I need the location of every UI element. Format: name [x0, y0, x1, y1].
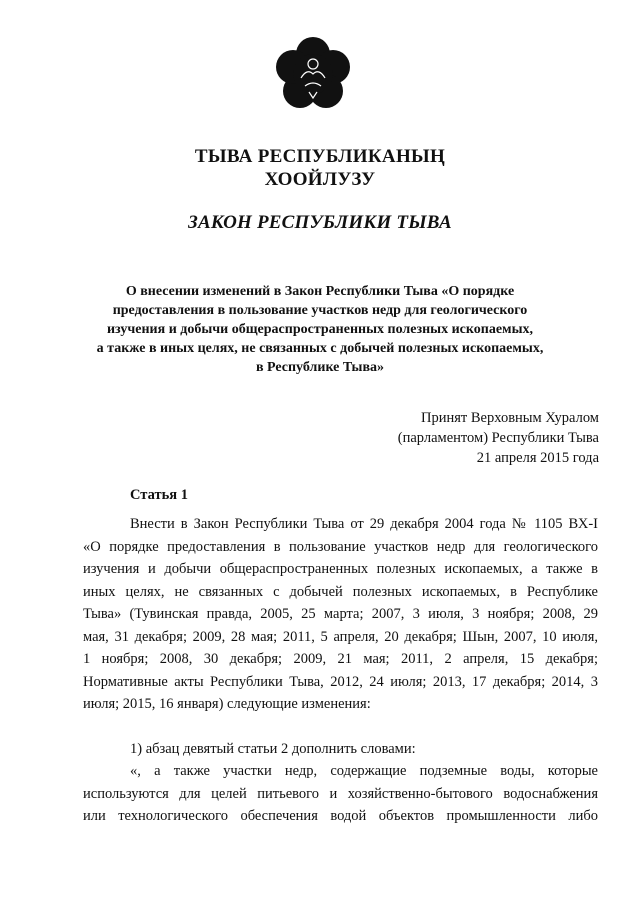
- quote-line: используются для целей питьевого и хозяйственно-бытового водоснабжения: [83, 785, 598, 802]
- subject-line: изучения и добычи общераспространенных полезных ископаемых,: [106, 322, 533, 337]
- adoption-block: [398, 408, 599, 468]
- article-paragraph: [83, 513, 598, 716]
- quote-line: «, а также участки недр, содержащие подземные воды, которые: [130, 763, 598, 779]
- subject-line: предоставления в пользование участков недр для геологического: [112, 303, 528, 318]
- quote-paragraph: [83, 760, 598, 828]
- adoption-line: (парламентом) Республики Тыва: [397, 430, 599, 446]
- subject-line: а также в иных целях, не связанных с добычей полезных ископаемых,: [96, 341, 544, 356]
- page-title: ЗАКОН РЕСПУБЛИКИ ТЫВА: [188, 212, 452, 233]
- paragraph-line: изучения и добычи общераспространенных полезных ископаемых, а также в: [83, 561, 598, 577]
- subject-line: О внесении изменений в Закон Республики Тыва «О порядке: [125, 284, 515, 299]
- paragraph-line: иных целях, не связанных с добычей полезных ископаемых, в Республике: [83, 583, 598, 600]
- quote-line: или технологического обеспечения водой объектов промышленности либо: [83, 808, 598, 824]
- paragraph-line: «О порядке предоставления в пользование участков недр для геологического: [83, 538, 598, 555]
- subject-line: в Республике Тыва»: [255, 360, 385, 375]
- title-tyvan-line1: ТЫВА РЕСПУБЛИКАНЫҢ: [194, 146, 446, 167]
- paragraph-line: Тыва» (Тувинская правда, 2005, 25 марта; 2007, 3 июля, 3 ноября; 2008, 29: [83, 606, 598, 622]
- paragraph-line: мая, 31 декабря; 2009, 28 мая; 2011, 5 апреля, 20 декабря; Шын, 2007, 10 июля,: [83, 628, 598, 645]
- title-tyvan-line2: ХООЙЛУЗУ: [264, 169, 376, 190]
- paragraph-line: Внести в Закон Республики Тыва от 29 декабря 2004 года № 1105 ВХ-I: [130, 516, 598, 532]
- adoption-date: 21 апреля 2015 года: [476, 450, 599, 466]
- paragraph-line: Нормативные акты Республики Тыва, 2012, 24 июля; 2013, 17 декабря; 2014, 3: [83, 673, 598, 690]
- item-paragraph: [83, 738, 598, 761]
- paragraph-line: 1 ноября; 2008, 30 декабря; 2009, 21 мая; 2011, 2 апреля, 15 декабря;: [83, 651, 598, 667]
- paragraph-line: июля; 2015, 16 января) следующие изменения:: [83, 696, 371, 712]
- adoption-line: Принят Верховным Хуралом: [421, 410, 599, 426]
- item-line: 1) абзац девятый статьи 2 дополнить словами:: [130, 741, 416, 757]
- article-heading: Статья 1: [130, 487, 188, 503]
- law-subject: [70, 282, 570, 377]
- tuva-emblem-icon: [271, 34, 355, 116]
